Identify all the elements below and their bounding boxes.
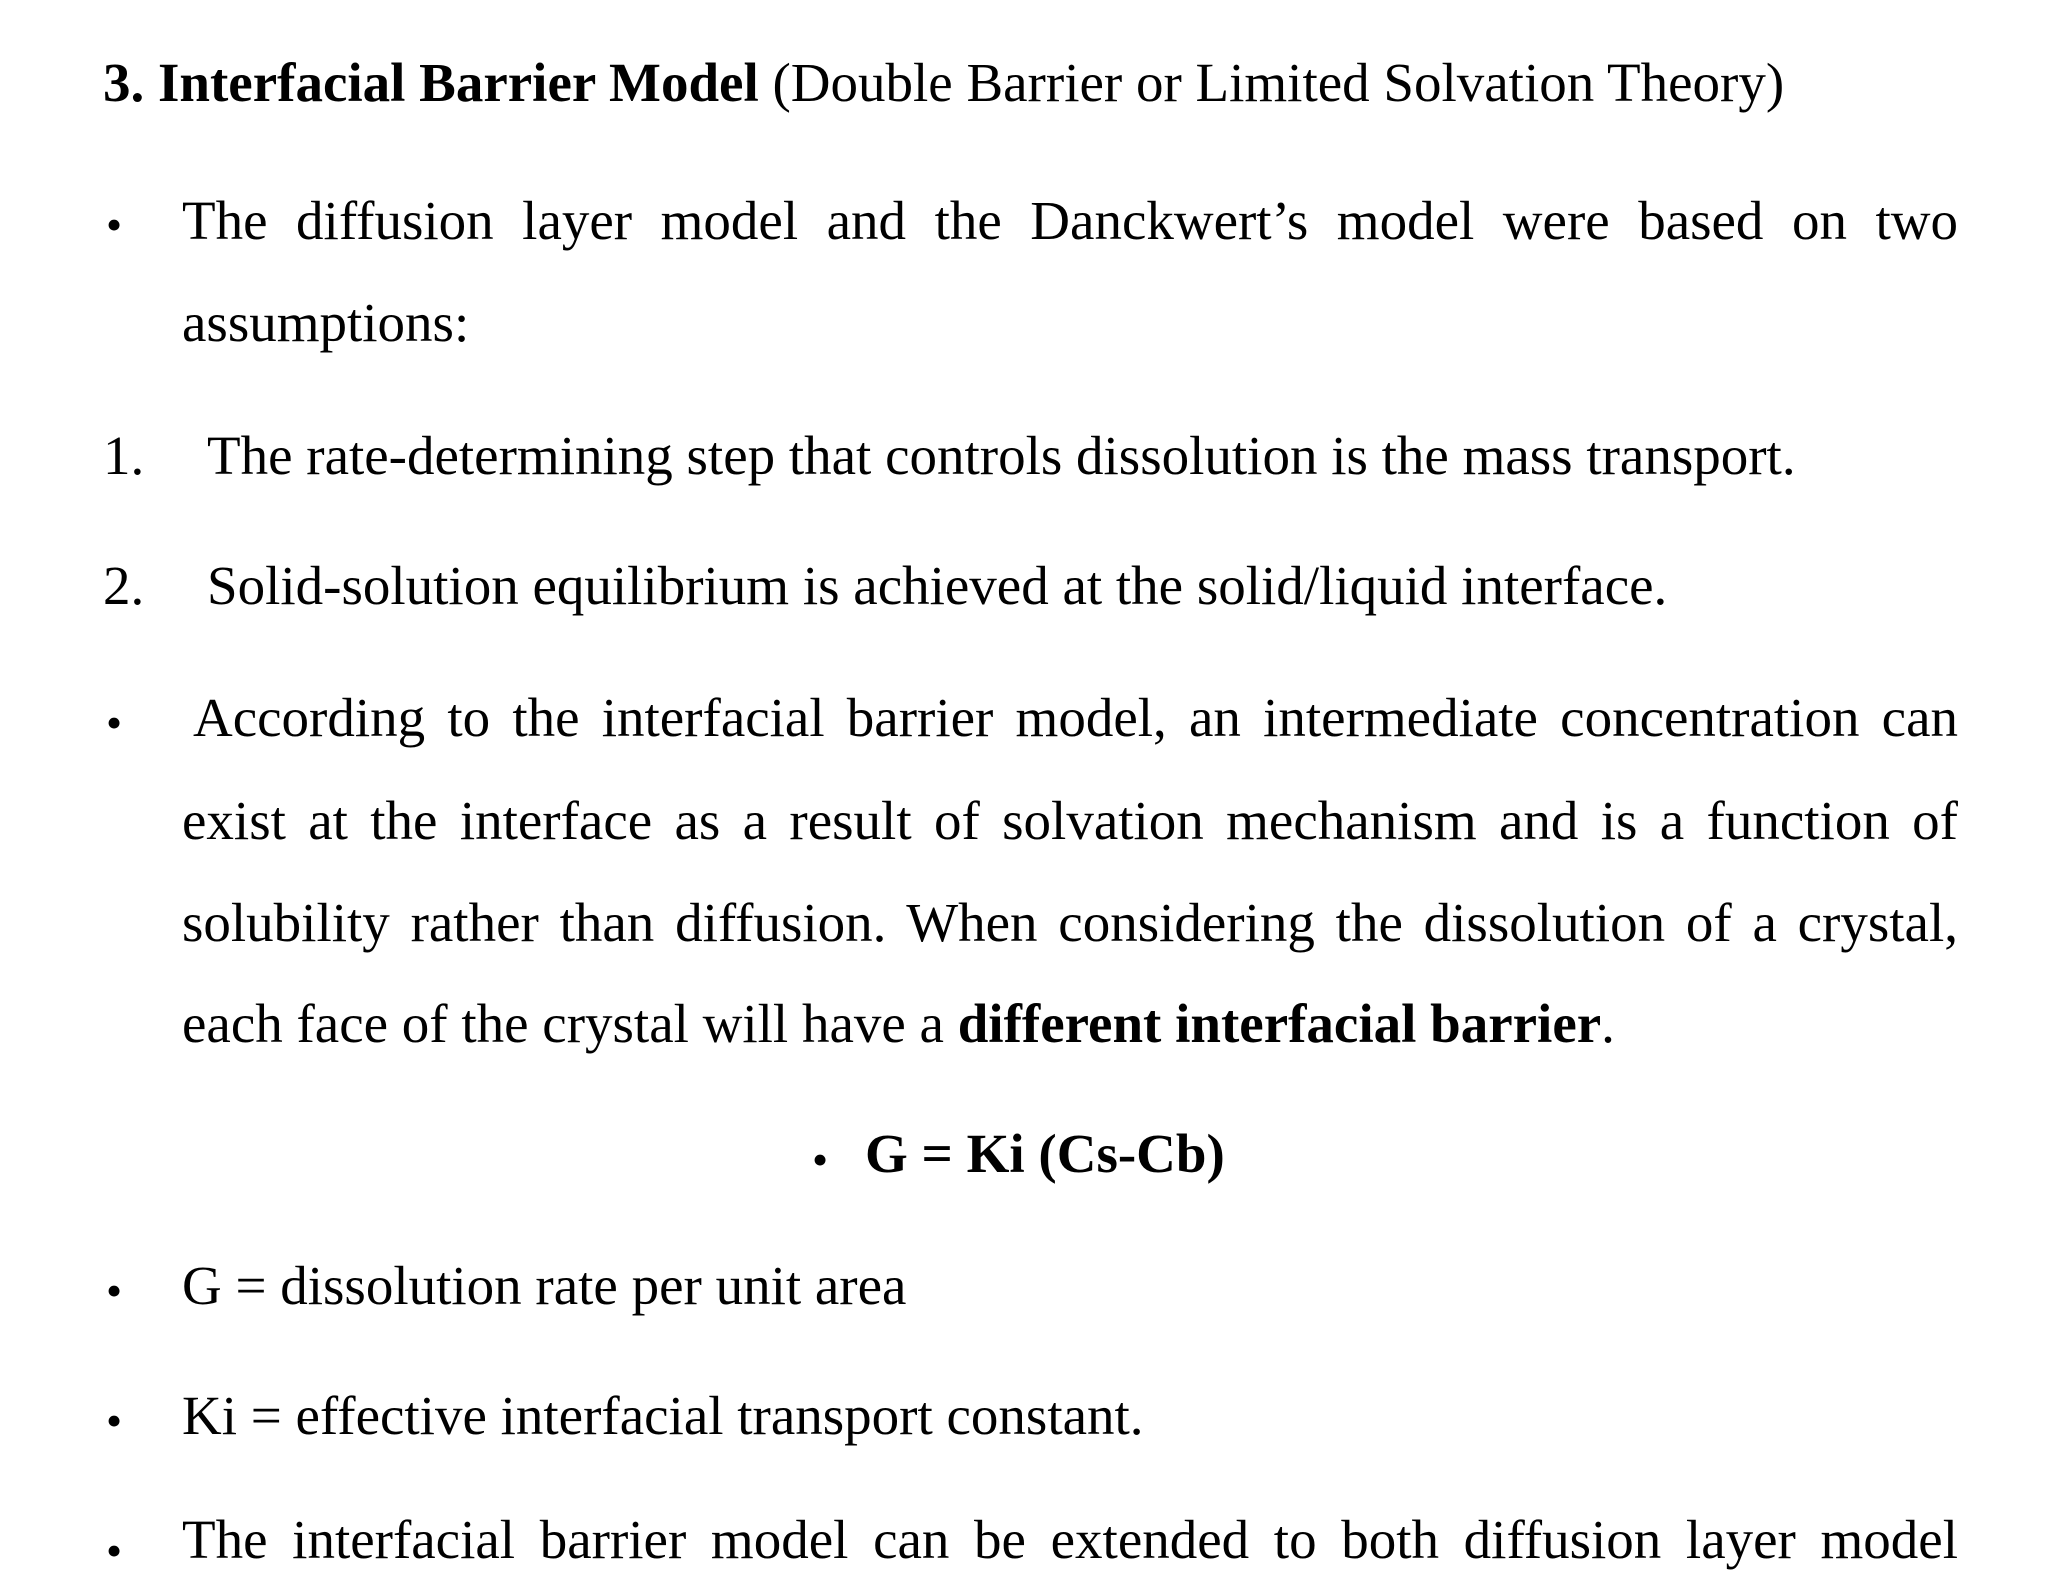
definition-g: G = dissolution rate per unit area [182,1255,907,1316]
bullet-cutoff: • [106,1525,123,1576]
bullet-definition-g: • [106,1265,123,1316]
equation-text: G = Ki (Cs-Cb) [865,1123,1225,1184]
section-heading [103,52,1785,113]
intro-line-2: assumptions: [182,292,470,353]
assumption-1-text: The rate-determining step that controls dissolution is the mass transport. [207,425,1796,486]
para-line-4-start: each face of the crystal will have a [182,993,958,1054]
bullet-paragraph: • [106,697,123,748]
para-line-4-end: . [1601,993,1615,1054]
assumption-1-number: 1. [103,425,145,486]
bullet-definition-ki: • [106,1395,123,1446]
definition-ki: Ki = effective interfacial transport constant. [182,1385,1144,1446]
section-heading-subtitle: (Double Barrier or Limited Solvation Theory) [758,52,1785,113]
para-line-1: According to the interfacial barrier model, an intermediate concentration can [193,687,1958,748]
bullet-equation: • [812,1134,829,1185]
bullet-intro: • [106,199,123,250]
para-line-3: solubility rather than diffusion. When considering the dissolution of a crystal, [182,892,1958,953]
assumption-2-text: Solid-solution equilibrium is achieved at the solid/liquid interface. [207,555,1668,616]
cutoff-line: The interfacial barrier model can be extended to both diffusion layer model [182,1509,1958,1570]
intro-line-1: The diffusion layer model and the Danckwert’s model were based on two [182,190,1958,251]
assumption-2-number: 2. [103,555,145,616]
section-heading-bold: 3. Interfacial Barrier Model [103,52,759,113]
para-line-4-bold: different interfacial barrier [957,993,1602,1054]
para-line-2: exist at the interface as a result of solvation mechanism and is a function of [182,790,1958,851]
equation [865,1123,1225,1184]
para-line-4 [182,993,1615,1054]
